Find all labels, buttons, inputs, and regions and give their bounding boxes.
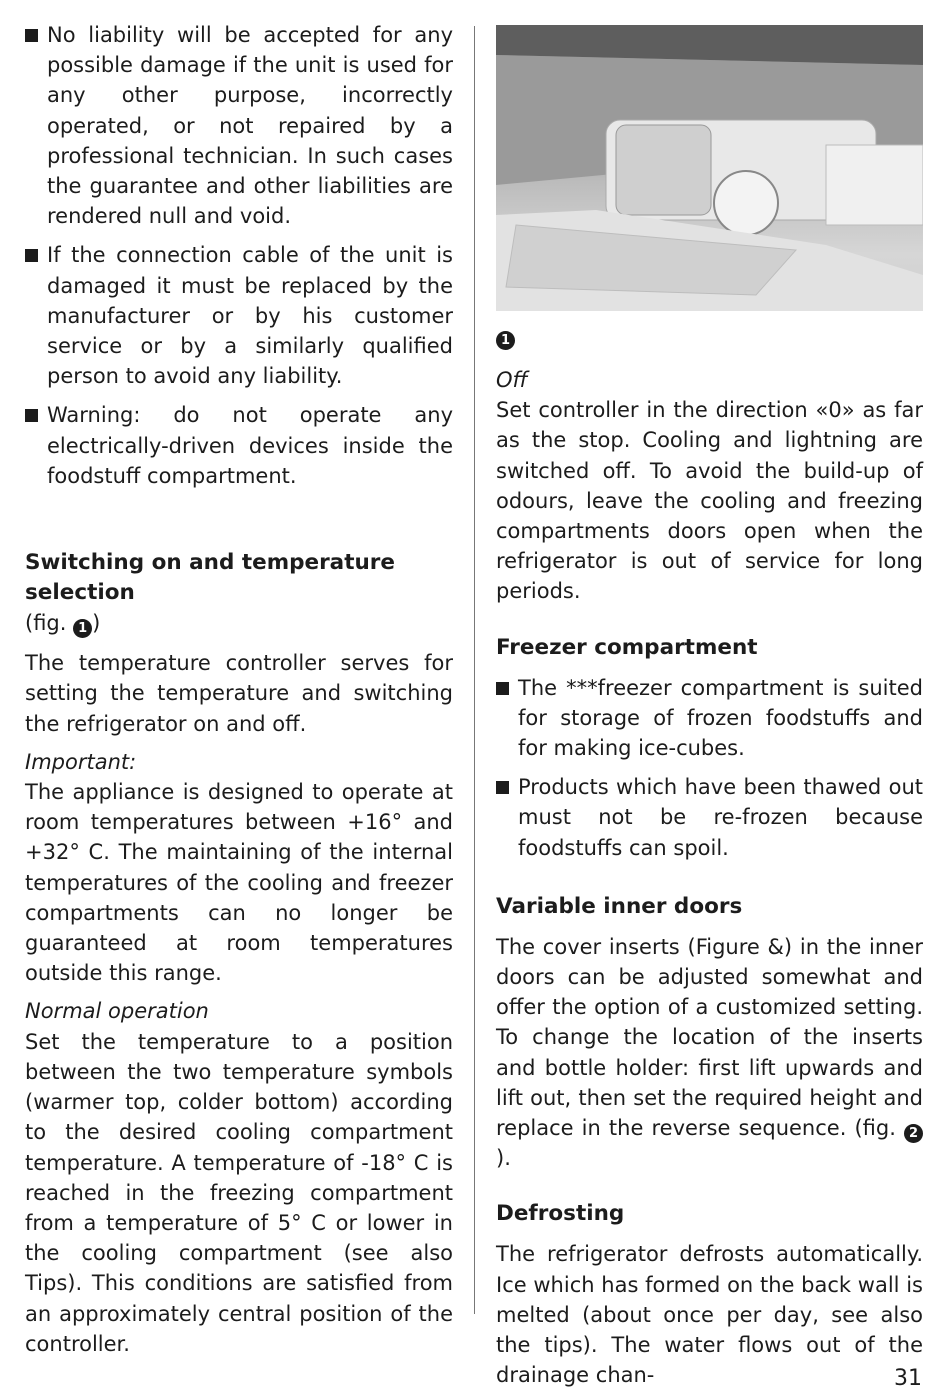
bullet-refreeze: Products which have been thawed out must not be re-frozen because foodstuffs can spoil.	[496, 772, 923, 863]
figure-1-number: 1	[496, 331, 515, 350]
off-label: Off	[496, 368, 528, 392]
left-column	[25, 20, 453, 1359]
important-text: The appliance is designed to operate at room temperatures between +16° and +32° C. The maintaining of the internal temperatures of the cooling and freezer compartments can no longer be guaranteed at room temperatures outside this range.	[25, 780, 453, 986]
column-divider	[474, 26, 475, 1314]
bullet-cable: If the connection cable of the unit is damaged it must be replaced by the manufacturer or by his customer service or by a similarly qualified person to avoid any liability.	[25, 240, 453, 391]
figure-2-marker: 2	[904, 1124, 923, 1143]
important-label: Important:	[25, 749, 137, 774]
normal-operation-text: Set the temperature to a position between the two temperature symbols (warmer top, colder bottom) according to the desired cooling compartment temperature. A temperature of -18° C is reached in the freezing compartment from a temperature of 5° C or lower in the cooling compartment (see also Tips). This conditions are satisfied from an approximately central position of the controller.	[25, 1029, 453, 1356]
normal-operation-label: Normal operation	[25, 999, 209, 1024]
bullet-liability: No liability will be accepted for any possible damage if the unit is used for any other purpose, incorrectly operated, or not repaired by a professional technician. In such cases the guarantee and other liabilities are rendered null and void.	[25, 20, 453, 231]
switching-fig-ref: (fig. 1 )	[25, 611, 101, 637]
defrost-text: The refrigerator defrosts automatically. Ice which has formed on the back wall is melted (about once per day, see also the tips). The water flows out of the drainage chan-	[496, 1242, 923, 1388]
bullet-warning: Warning: do not operate any electrically-driven devices inside the foodstuff compartment.	[25, 400, 453, 491]
off-text: Set controller in the direction «0» as far as the stop. Cooling and lightning are switched off. To avoid the build-up of odours, leave the cooling and freezing compartments doors open when the refrigerator is out of service for long periods.	[496, 398, 923, 604]
freezer-heading: Freezer compartment	[496, 634, 758, 660]
page-number: 31	[894, 1366, 922, 1391]
figure-1-marker: 1	[73, 619, 92, 638]
figure-1-label	[496, 321, 923, 361]
defrost-heading: Defrosting	[496, 1201, 625, 1227]
switching-heading: Switching on and temperature selection	[25, 550, 395, 606]
bullet-freezer-storage: The ***freezer compartment is suited for storage of frozen foodstuffs and for making ice-cubes.	[496, 673, 923, 764]
doors-text: The cover inserts (Figure &) in the inner doors can be adjusted somewhat and offer the option of a customized setting. To change the location of the inserts and bottle holder: first lift upwards and lift out, then set the required height and replace in the reverse sequence. (fig. 2).	[496, 934, 923, 1171]
right-column	[496, 20, 923, 1390]
doors-heading: Variable inner doors	[496, 893, 743, 919]
switching-text: The temperature controller serves for setting the temperature and switching the refrigerator on and off.	[25, 651, 453, 736]
controller-photo	[496, 25, 923, 311]
